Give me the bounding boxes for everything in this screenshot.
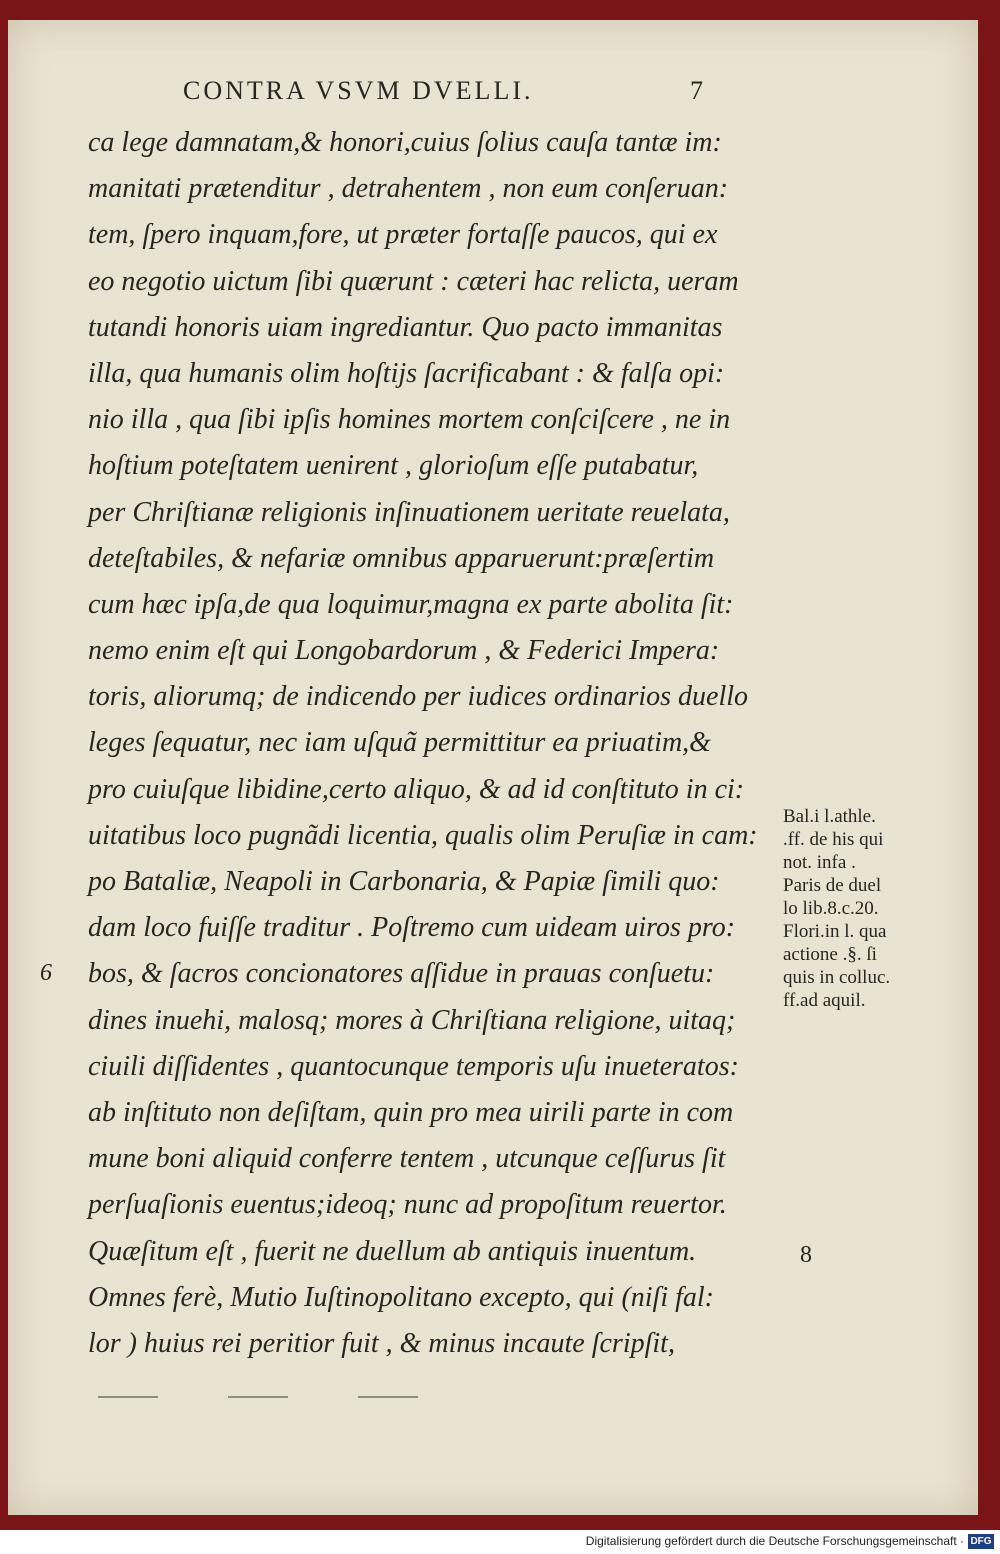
text-line: manitati prætenditur , detrahentem , non eum conſeruan: [88,173,729,205]
text-line: ca lege damnatam,& honori,cuius ſolius cauſa tantæ im: [88,127,722,158]
text-line: Omnes ferè, Mutio Iuſtinopolitano excepto, qui (niſi fal: [88,1281,714,1313]
marginal-number-left: 6 [40,960,52,986]
running-header [183,76,703,106]
text-line: po Bataliæ, Neapoli in Carbonaria, & Papiæ ſimili quo: [88,866,720,897]
margin-note-line: quis in colluc. [783,967,891,988]
text-line: illa, qua humanis olim hoſtijs ſacrificabant : & falſa opi: [88,357,725,389]
text-line: tem, ſpero inquam,fore, ut præter fortaſſe paucos, qui ex [88,219,718,251]
text-line: perſuaſionis euentus;ideoq; nunc ad propoſitum reuertor. [88,1189,727,1221]
margin-note-line: lo lib.8.c.20. [783,898,879,919]
text-line: hoſtium poteſtatem uenirent , glorioſum eſſe putabatur, [88,450,699,482]
text-line: ciuili diſſidentes , quantocunque temporis uſu inueteratos: [88,1050,739,1082]
margin-note-line: .ff. de his qui [783,829,884,850]
text-line: bos, & ſacros concionatores aſſidue in prauas conſuetu: [88,958,715,990]
text-line: leges ſequatur, nec iam uſquã permittitur ea priuatim,& [88,727,711,759]
margin-note-line: Bal.i l.athle. [783,806,876,827]
text-line: toris, aliorumq; de indicendo per iudices ordinarios duello [88,681,749,713]
text-line: Quæſitum eſt , fuerit ne duellum ab antiquis inuentum. [88,1235,697,1267]
text-line: cum hæc ipſa,de qua loquimur,magna ex parte abolita ſit: [88,588,734,620]
text-line: lor ) huius rei peritior fuit , & minus incaute ſcripſit, [88,1327,675,1359]
page-number: 7 [690,76,703,105]
text-line: eo negotio uictum ſibi quærunt : cæteri hac relicta, ueram [88,265,739,297]
text-line: dines inuehi, malosq; mores à Chriſtiana religione, uitaq; [88,1004,736,1036]
text-line: mune boni aliquid conferre tentem , utcunque ceſſurus ſit [88,1143,726,1175]
footer-bar [0,1530,1000,1554]
footer-credit: Digitalisierung gefördert durch die Deutsche Forschungsgemeinschaft · [585,1534,964,1548]
text-line: deteſtabiles, & nefariæ omnibus apparuerunt:præſertim [88,542,715,574]
text-line: nio illa , qua ſibi ipſis homines mortem conſciſcere , ne in [88,404,731,436]
margin-note-line: actione .§. ſi [783,944,877,965]
text-line: dam loco fuiſſe traditur . Poſtremo cum uideam uiros pro: [88,912,736,944]
text-line: per Chriſtianæ religionis inſinuationem ueritate reuelata, [88,496,730,528]
text-line: pro cuiuſque libidine,certo aliquo, & ad id conſtituto in ci: [88,773,745,805]
running-title: CONTRA VSVM DVELLI. [183,76,534,105]
marginal-number-right: 8 [800,1242,812,1268]
text-line: nemo enim eſt qui Longobardorum , & Federici Impera: [88,635,720,667]
text-line: uitatibus loco pugnãdi licentia, qualis olim Peruſiæ in cam: [88,819,758,851]
margin-note-line: Paris de duel [783,875,882,896]
margin-note-line: ff.ad aquil. [783,990,866,1011]
bottom-rule [98,1396,458,1398]
text-line: tutandi honoris uiam ingrediantur. Quo pacto immanitas [88,311,723,343]
margin-note-line: Flori.in l. qua [783,921,887,942]
main-text-block [88,120,788,1367]
text-line: ab inſtituto non deſiſtam, quin pro mea uirili parte in com [88,1096,734,1128]
book-page [8,20,978,1515]
margin-note-line: not. infa . [783,852,856,873]
dfg-logo-icon: DFG [968,1534,994,1549]
marginal-notes [783,805,943,1012]
